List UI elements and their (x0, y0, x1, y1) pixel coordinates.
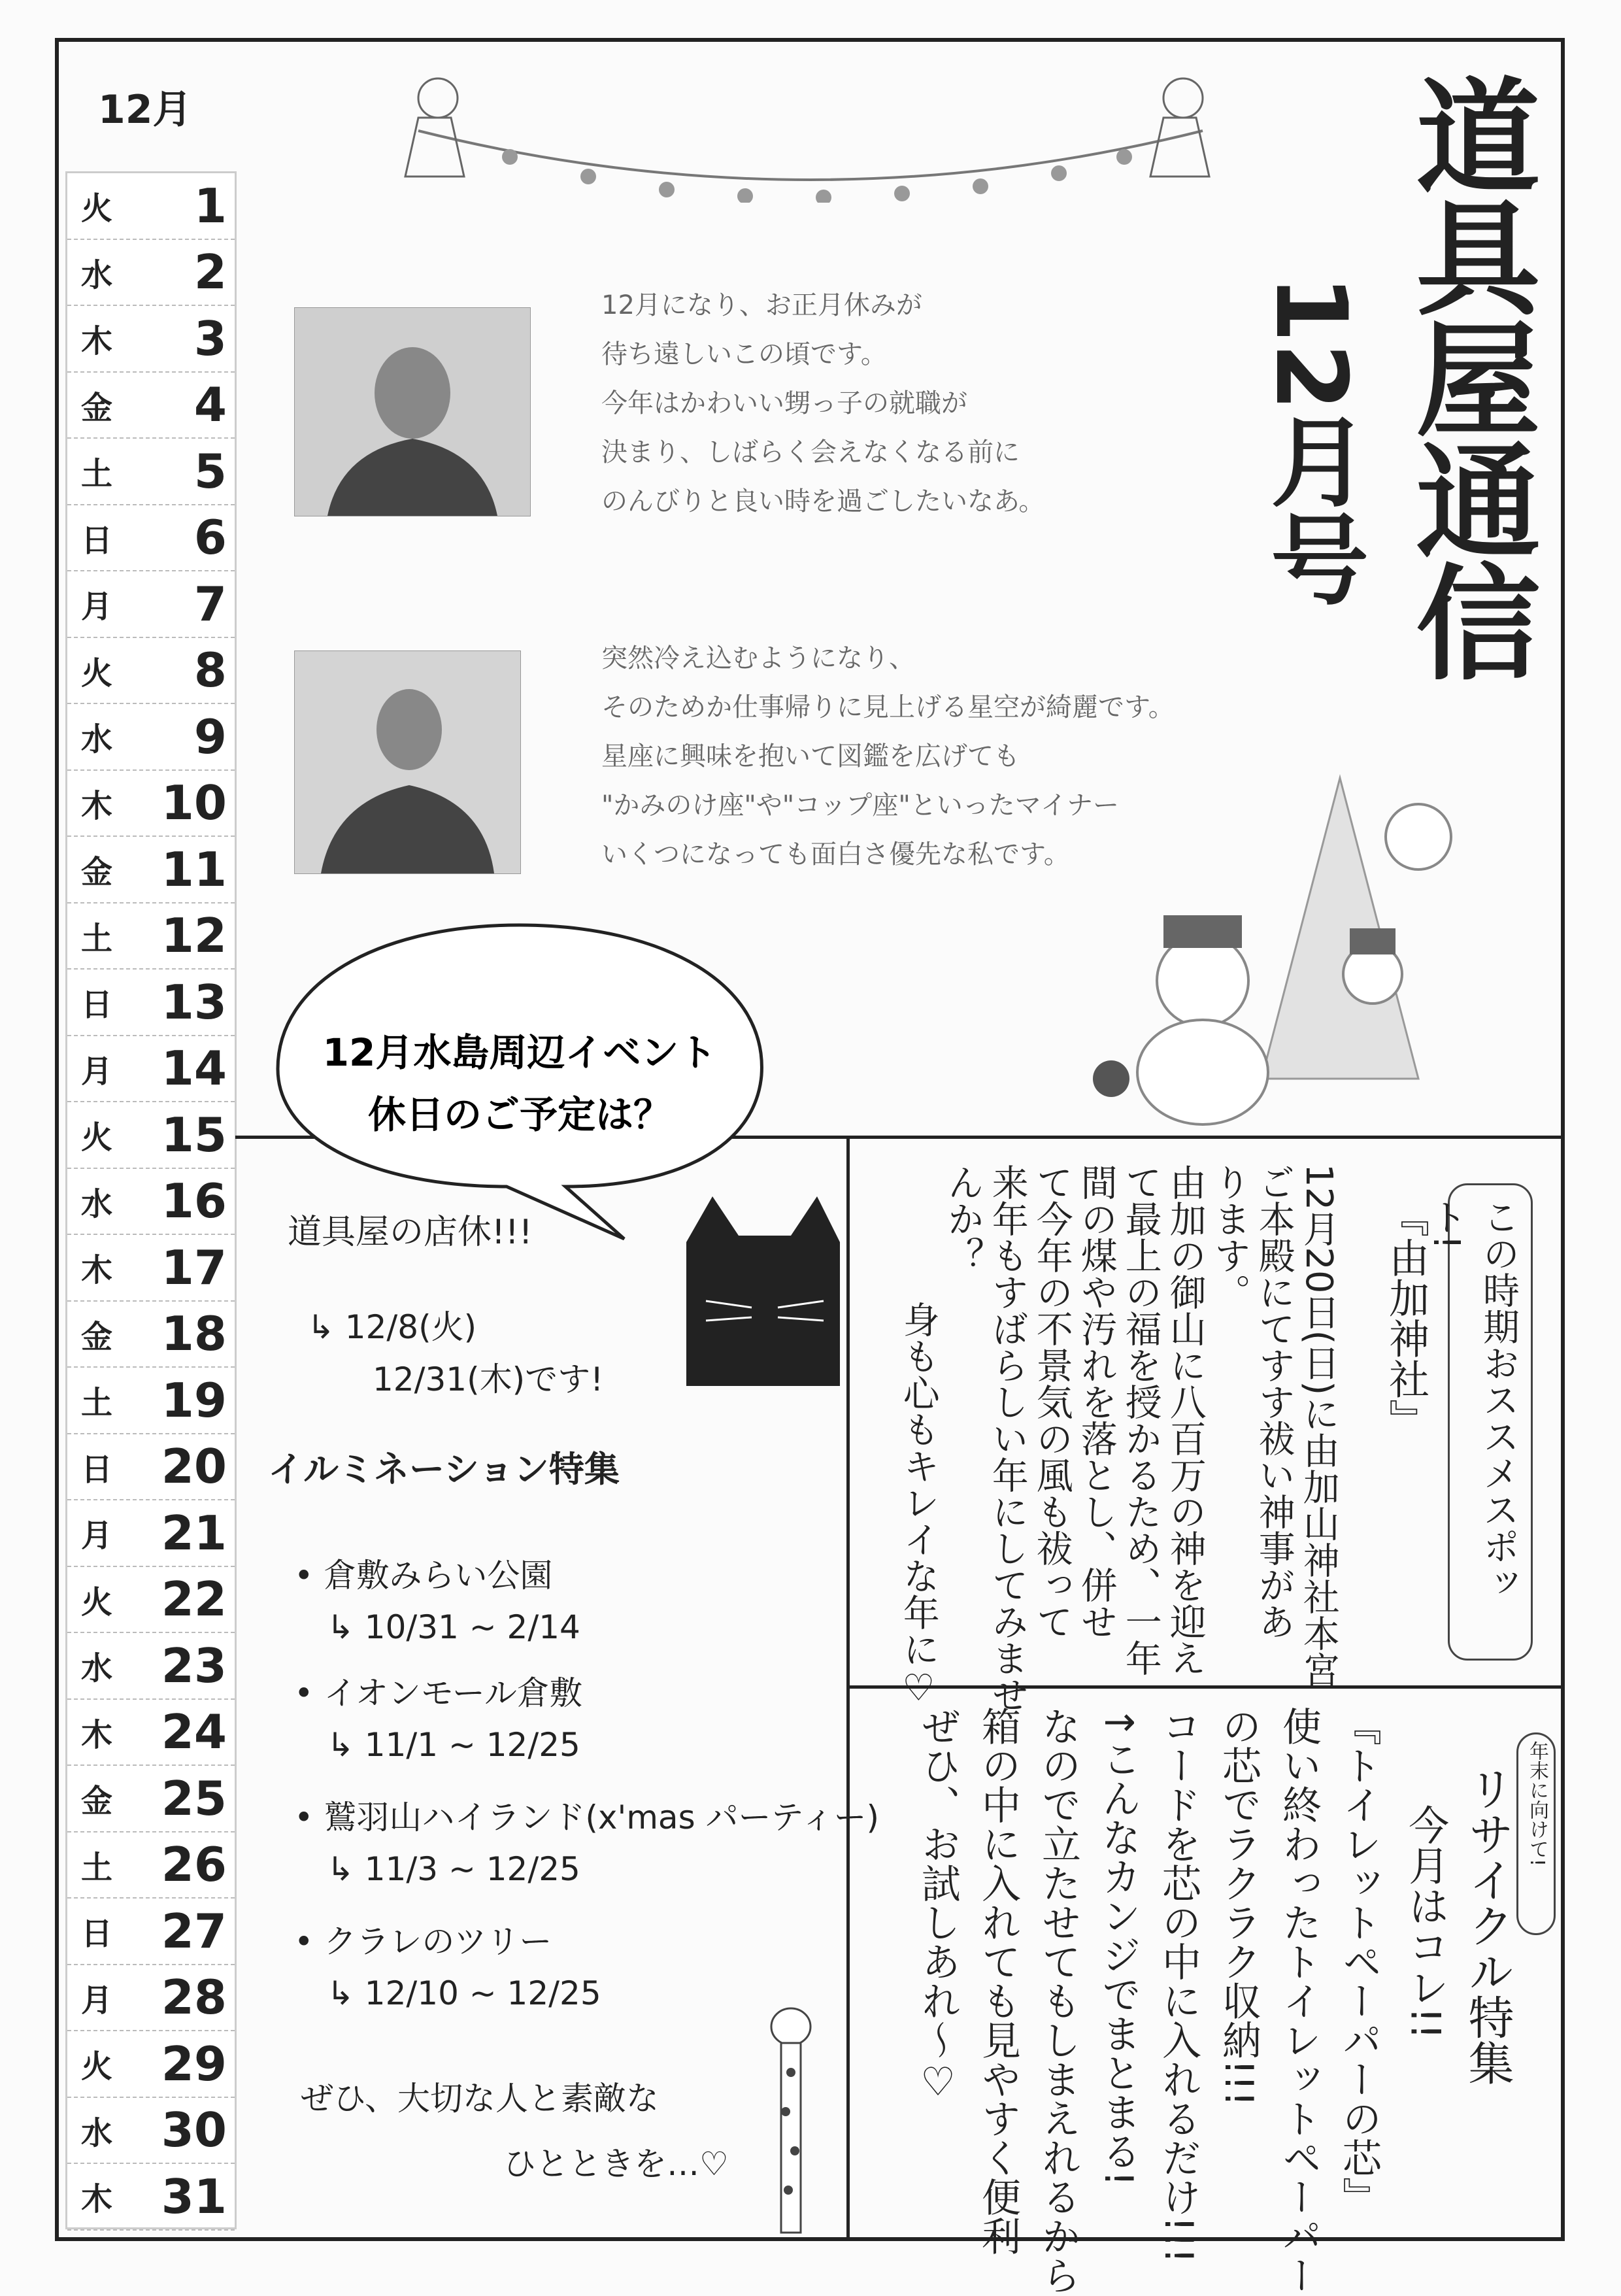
calendar-row (67, 2031, 235, 2098)
illumination-item-period: ↳ 10/31 ~ 2/14 (327, 1608, 580, 1646)
recycle-column: ↑こんなカンジでまとまる! (1095, 1706, 1141, 2187)
newsletter-title: 道具屋通信 (1395, 72, 1540, 680)
recycle-column: の芯でラクラク収納!!! (1216, 1706, 1262, 2107)
recycle-intro: 今月はコレ!! (1401, 1804, 1450, 2040)
calendar-weekday: 月 (80, 1517, 112, 1555)
calendar-weekday: 火 (80, 654, 112, 692)
calendar-day: 7 (193, 576, 227, 632)
calendar-weekday: 水 (80, 1650, 112, 1687)
calendar-row (67, 837, 235, 903)
calendar-day: 1 (193, 178, 227, 233)
spot-column: ります。 (1208, 1164, 1251, 1310)
calendar-row (67, 1169, 235, 1236)
staff-photo-2 (294, 650, 521, 874)
calendar-row (67, 638, 235, 705)
calendar-row (67, 1235, 235, 1302)
recycle-column: コードを芯の中に入れるだけ!!! (1156, 1706, 1201, 2264)
bubble-line-1: 12月水島周辺イベント (322, 1030, 717, 1075)
calendar-weekday: 水 (80, 721, 112, 758)
illumination-title: イルミネーション特集 (268, 1449, 620, 1490)
calendar-day: 25 (161, 1770, 227, 1826)
staff-message-1: 12月になり、お正月休みが 待ち遠しいこの頃です。 今年はかわいい甥っ子の就職が 決まり、しばらく会えなくなる前に のんびりと良い時を過ごしたいなあ。 (601, 290, 1045, 516)
illumination-item-name: • クラレのツリー (294, 1923, 552, 1961)
giraffe-illustration (745, 2001, 837, 2236)
closure-heading: 道具屋の店休!!! (288, 1213, 533, 1252)
calendar-weekday: 火 (80, 2048, 112, 2085)
calendar-row (67, 306, 235, 373)
calendar-row (67, 704, 235, 771)
calendar-day: 10 (161, 775, 227, 831)
calendar-weekday: 日 (80, 1451, 112, 1488)
calendar-day: 3 (193, 311, 227, 366)
calendar-day: 17 (161, 1240, 227, 1295)
month-label: 12月 (98, 87, 192, 133)
spot-column: 来年もすばらしい年にしてみませ (986, 1164, 1029, 1713)
calendar-weekday: 日 (80, 1916, 112, 1953)
calendar-day: 26 (161, 1837, 227, 1893)
calendar-day: 21 (161, 1505, 227, 1561)
issue-label: 12月号 (1254, 275, 1367, 607)
spot-column: んか？ (941, 1164, 984, 1274)
closure-date-1: ↳ 12/8(火) (307, 1308, 477, 1346)
calendar (65, 171, 237, 2229)
calendar-row (67, 1832, 235, 1899)
recycle-column: 使い終わったトイレットペーパー (1276, 1706, 1322, 2295)
calendar-row (67, 1700, 235, 1766)
calendar-day: 15 (161, 1107, 227, 1162)
calendar-weekday: 木 (80, 1716, 112, 1753)
cat-illustration (680, 1190, 843, 1386)
spot-column: 身も心もキレイな年に♡ (897, 1301, 940, 1710)
calendar-row (67, 903, 235, 970)
calendar-weekday: 金 (80, 1783, 112, 1820)
calendar-day: 28 (161, 1970, 227, 2025)
calendar-weekday: 水 (80, 1185, 112, 1223)
calendar-row (67, 1633, 235, 1700)
staff-message-2: 突然冷え込むようになり、 そのためか仕事帰りに見上げる星空が綺麗です。 星座に興味を抱いて図鑑を広げても "かみのけ座"や"コップ座"といったマイナー いくつになっても面白さ優先な私です。 (601, 643, 1175, 869)
calendar-weekday: 木 (80, 1252, 112, 1289)
calendar-day: 14 (161, 1041, 227, 1096)
calendar-row (67, 2098, 235, 2165)
calendar-weekday: 木 (80, 323, 112, 360)
recycle-tag: 年末に向けて! (1516, 1732, 1556, 1935)
illumination-closing-1: ぜひ、大切な人と素敵な (301, 2080, 659, 2118)
calendar-weekday: 月 (80, 588, 112, 626)
calendar-row (67, 1567, 235, 1634)
calendar-row (67, 505, 235, 572)
calendar-row (67, 771, 235, 837)
spot-column: て最上の福を授かるため、一年 (1119, 1164, 1162, 1676)
calendar-day: 18 (161, 1306, 227, 1362)
illumination-item-name: • 倉敷みらい公園 (294, 1557, 553, 1595)
calendar-row (67, 373, 235, 439)
calendar-weekday: 金 (80, 389, 112, 426)
calendar-row (67, 1302, 235, 1368)
calendar-day: 20 (161, 1439, 227, 1494)
spot-box-title: この時期おススメスポット! (1448, 1183, 1533, 1661)
calendar-row (67, 1500, 235, 1567)
spot-column: 間の煤や汚れを落とし、併せ (1075, 1164, 1118, 1640)
section-divider-right (846, 1685, 1562, 1689)
illumination-item-period: ↳ 12/10 ~ 12/25 (327, 1974, 601, 2012)
calendar-weekday: 土 (80, 920, 112, 957)
garland-illustration (379, 59, 1242, 203)
bubble-line-2: 休日のご予定は？ (367, 1092, 672, 1137)
calendar-day: 24 (161, 1704, 227, 1760)
recycle-column: ぜひ、お試しあれ〜♡ (915, 1706, 961, 2105)
illumination-item-name: • 鷲羽山ハイランド(x'mas パーティー) (294, 1798, 880, 1836)
calendar-weekday: 木 (80, 2181, 112, 2218)
calendar-day: 2 (193, 245, 227, 300)
calendar-weekday: 水 (80, 2114, 112, 2152)
calendar-day: 23 (161, 1638, 227, 1693)
calendar-row (67, 1965, 235, 2032)
recycle-column: 『トイレットペーパーの芯』 (1336, 1706, 1382, 2216)
calendar-row (67, 970, 235, 1036)
calendar-weekday: 日 (80, 522, 112, 559)
illumination-item-period: ↳ 11/1 ~ 12/25 (327, 1726, 580, 1764)
staff-photo-1 (294, 307, 531, 516)
illumination-item-period: ↳ 11/3 ~ 12/25 (327, 1850, 580, 1888)
calendar-day: 4 (193, 377, 227, 433)
calendar-weekday: 木 (80, 787, 112, 824)
calendar-weekday: 金 (80, 854, 112, 891)
calendar-weekday: 月 (80, 1982, 112, 2019)
calendar-weekday: 日 (80, 987, 112, 1024)
snowman-tree-illustration (1092, 765, 1497, 1131)
calendar-row (67, 439, 235, 505)
spot-column: 由加の御山に八百万の神を迎え (1163, 1164, 1207, 1676)
spot-name: 『由加神社』 (1382, 1196, 1430, 1440)
calendar-day: 22 (161, 1572, 227, 1627)
calendar-day: 11 (161, 841, 227, 897)
calendar-day: 6 (193, 510, 227, 566)
calendar-row (67, 1036, 235, 1103)
calendar-weekday: 金 (80, 1318, 112, 1355)
illumination-item-name: • イオンモール倉敷 (294, 1674, 582, 1712)
calendar-day: 31 (161, 2169, 227, 2224)
calendar-day: 30 (161, 2102, 227, 2158)
calendar-day: 29 (161, 2036, 227, 2091)
calendar-weekday: 月 (80, 1053, 112, 1090)
calendar-weekday: 水 (80, 256, 112, 294)
calendar-weekday: 土 (80, 456, 112, 493)
calendar-row (67, 1368, 235, 1434)
calendar-row (67, 2164, 235, 2231)
calendar-row (67, 1899, 235, 1965)
calendar-weekday: 火 (80, 1583, 112, 1621)
calendar-row (67, 240, 235, 307)
recycle-title: リサイクル特集 (1461, 1765, 1514, 2085)
calendar-day: 27 (161, 1903, 227, 1959)
calendar-day: 8 (193, 643, 227, 698)
calendar-row (67, 1434, 235, 1501)
recycle-column: なので立たせてもしまえれるから (1035, 1706, 1081, 2295)
recycle-column: 箱の中に入れても見やすく便利 (975, 1706, 1021, 2255)
calendar-row (67, 571, 235, 638)
calendar-row (67, 173, 235, 240)
spot-column: て今年の不景気の風も祓って (1030, 1164, 1073, 1640)
calendar-day: 19 (161, 1372, 227, 1428)
calendar-day: 16 (161, 1173, 227, 1229)
closure-date-2: 12/31(木)です! (373, 1360, 604, 1398)
calendar-weekday: 土 (80, 1849, 112, 1886)
spot-column: ご本殿にてすす祓い神事があ (1252, 1164, 1295, 1640)
calendar-weekday: 火 (80, 1119, 112, 1156)
spot-column: 12月20日(日)に由加山神社本宮 (1297, 1164, 1340, 1689)
calendar-day: 5 (193, 443, 227, 499)
illumination-closing-2: ひとときを…♡ (503, 2145, 729, 2183)
calendar-day: 13 (161, 974, 227, 1030)
calendar-row (67, 1766, 235, 1832)
calendar-day: 12 (161, 908, 227, 964)
calendar-day: 9 (193, 709, 227, 764)
calendar-row (67, 1102, 235, 1169)
calendar-weekday: 土 (80, 1385, 112, 1422)
calendar-weekday: 火 (80, 190, 112, 228)
